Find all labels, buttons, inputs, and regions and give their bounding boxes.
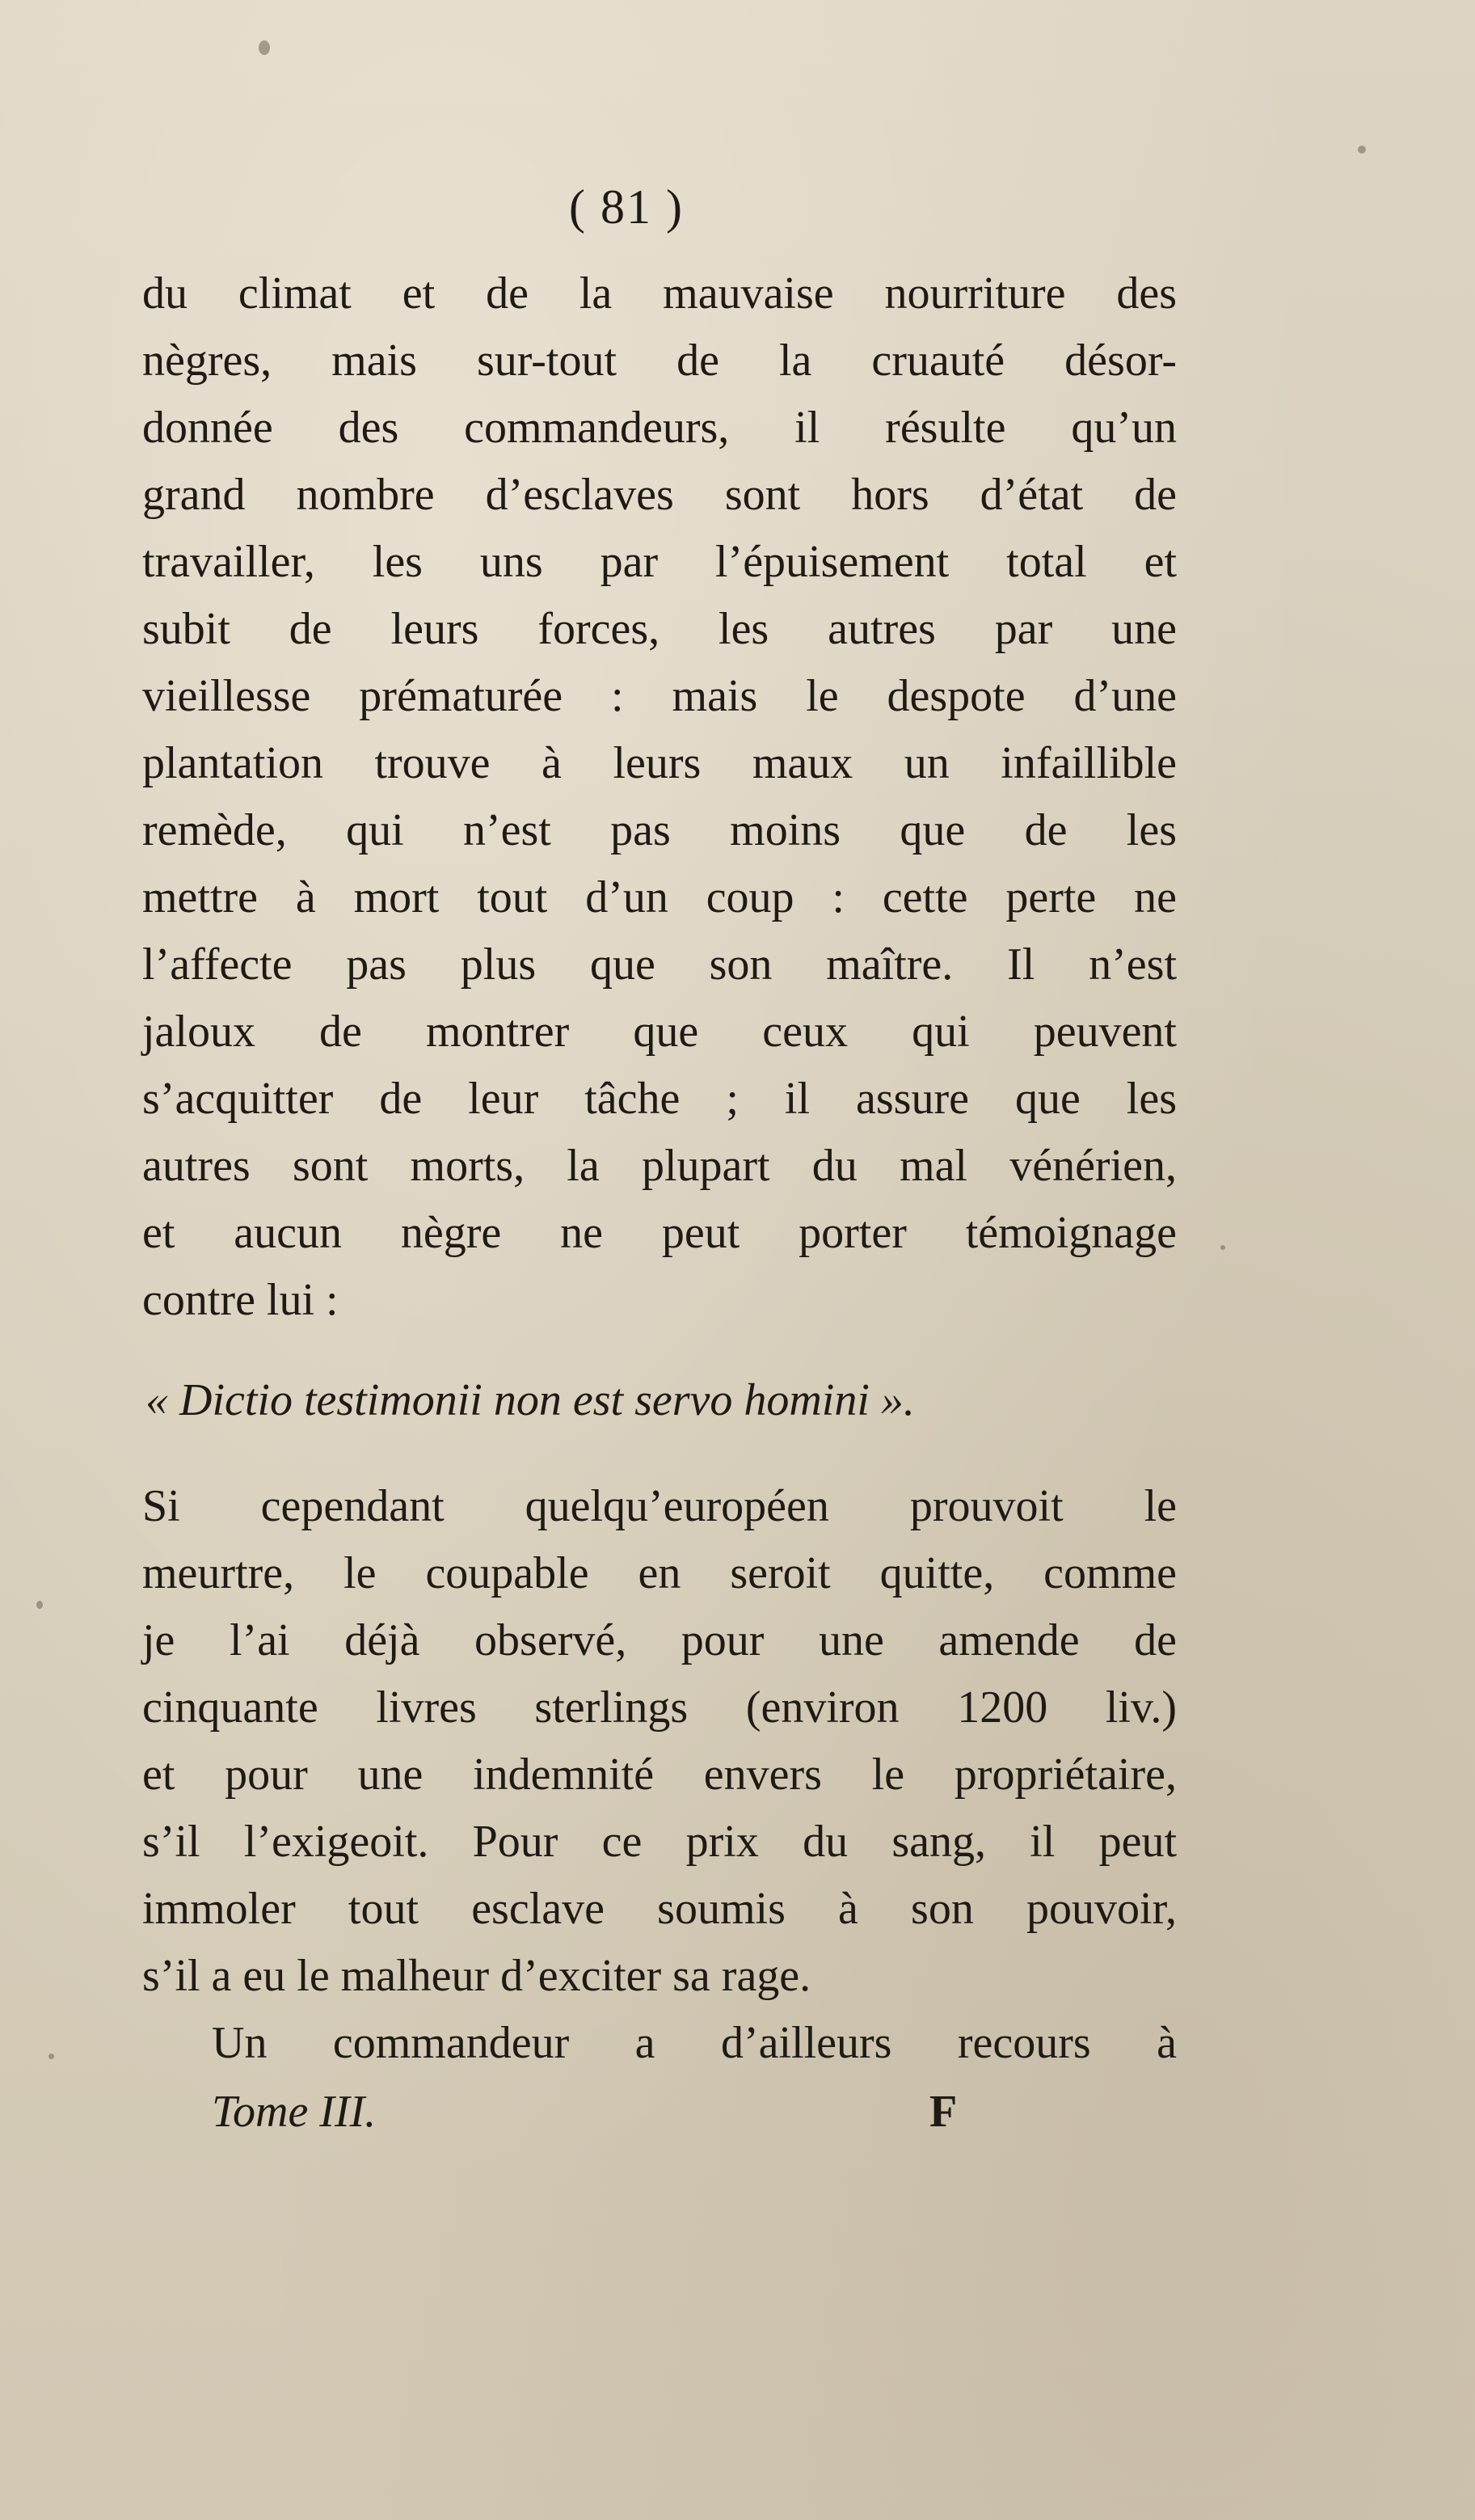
text-line-20: cinquante livres sterlings (environ 1200 liv.) xyxy=(142,1682,1177,1733)
text-line-17: Si cependant quelqu’européen prouvoit le xyxy=(142,1481,1177,1531)
text-line-15: et aucun nègre ne peut porter témoignage xyxy=(142,1208,1177,1258)
text-line-16: contre lui : xyxy=(142,1275,339,1325)
paper-speck xyxy=(1220,1245,1225,1250)
text-line-9: remède, qui n’est pas moins que de les xyxy=(142,805,1177,855)
text-line-23: immoler tout esclave soumis à son pouvoir, xyxy=(142,1884,1177,1934)
paper-speck xyxy=(259,40,270,55)
latin-quotation: « Dictio testimonii non est servo homini ». xyxy=(145,1375,915,1425)
text-line-18: meurtre, le coupable en seroit quitte, comme xyxy=(142,1548,1177,1598)
text-line-22: s’il l’exigeoit. Pour ce prix du sang, il peut xyxy=(142,1817,1177,1867)
page-number: ( 81 ) xyxy=(569,180,684,234)
text-line-25: Un commandeur a d’ailleurs recours à xyxy=(212,2018,1177,2068)
text-line-12: jaloux de montrer que ceux qui peuvent xyxy=(142,1007,1177,1057)
text-line-19: je l’ai déjà observé, pour une amende de xyxy=(142,1615,1177,1665)
text-line-2: nègres, mais sur-tout de la cruauté désor- xyxy=(142,336,1177,386)
text-line-13: s’acquitter de leur tâche ; il assure que les xyxy=(142,1074,1177,1124)
text-line-21: et pour une indemnité envers le propriétaire, xyxy=(142,1750,1177,1800)
text-line-4: grand nombre d’esclaves sont hors d’état de xyxy=(142,470,1177,520)
text-line-1: du climat et de la mauvaise nourriture des xyxy=(142,268,1177,319)
text-line-3: donnée des commandeurs, il résulte qu’un xyxy=(142,403,1177,453)
volume-signature: Tome III. xyxy=(212,2087,377,2137)
text-line-11: l’affecte pas plus que son maître. Il n’est xyxy=(142,939,1177,990)
paper-speck xyxy=(36,1601,43,1609)
text-line-10: mettre à mort tout d’un coup : cette perte ne xyxy=(142,872,1177,922)
text-line-24: s’il a eu le malheur d’exciter sa rage. xyxy=(142,1951,811,2001)
text-line-8: plantation trouve à leurs maux un infaillible xyxy=(142,738,1177,788)
paper-speck xyxy=(1358,146,1366,154)
paper-speck xyxy=(48,2054,54,2059)
gathering-signature: F xyxy=(929,2087,958,2137)
text-line-14: autres sont morts, la plupart du mal vénérien, xyxy=(142,1141,1177,1191)
text-line-6: subit de leurs forces, les autres par une xyxy=(142,604,1177,654)
text-line-7: vieillesse prématurée : mais le despote d’une xyxy=(142,671,1177,721)
text-line-5: travailler, les uns par l’épuisement total et xyxy=(142,537,1177,587)
